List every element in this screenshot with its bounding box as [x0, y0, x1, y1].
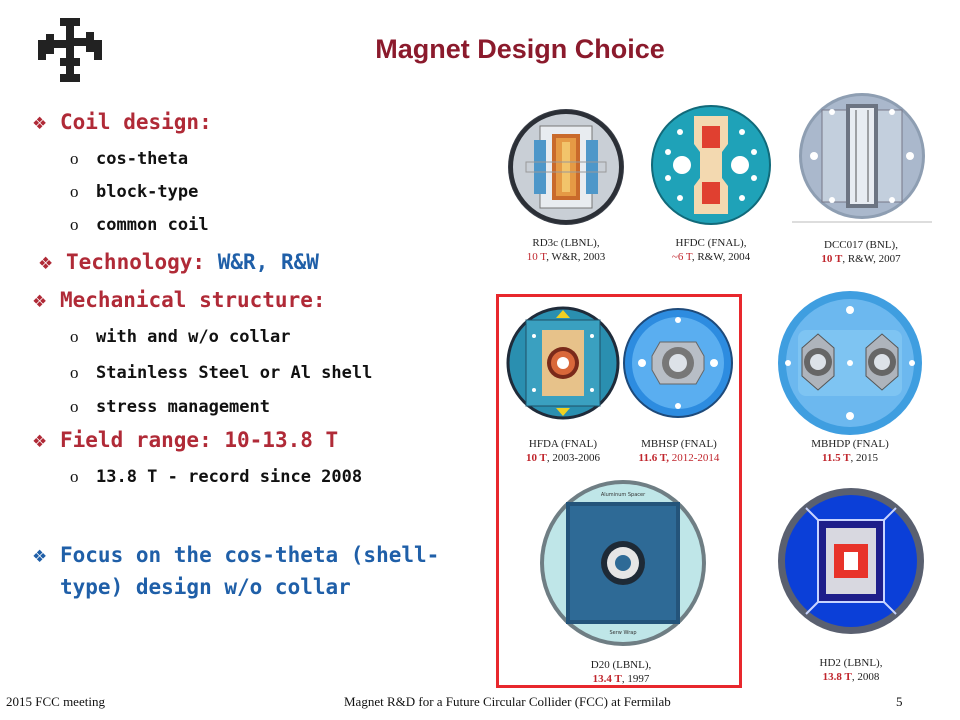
caption-rest: , 2008: [851, 671, 880, 683]
bullet-text: Focus on the cos-theta (shell-: [60, 543, 440, 567]
sub-bullet-text: 13.8 T - record since 2008: [96, 467, 363, 487]
sub-bullet: [70, 215, 209, 235]
circle-bullet-icon: o: [70, 397, 79, 416]
diamond-bullet-icon: ❖: [32, 432, 48, 452]
caption-field: 13.4 T: [592, 673, 622, 685]
diamond-bullet-icon: ❖: [38, 254, 54, 274]
diamond-bullet-icon: ❖: [32, 292, 48, 312]
sub-bullet-text: block-type: [96, 182, 199, 202]
sub-bullet-text: cos-theta: [96, 149, 189, 169]
bullet-text: Coil design:: [60, 110, 212, 134]
caption-details: [616, 451, 742, 465]
rd3c-caption: [496, 236, 636, 264]
footer-center: Magnet R&D for a Future Circular Collider (FCC) at Fermilab: [344, 694, 671, 709]
caption-rest: , R&W, 2004: [691, 251, 751, 263]
circle-bullet-icon: o: [70, 182, 79, 201]
slide-title: Magnet Design Choice: [375, 34, 665, 64]
circle-bullet-icon: o: [70, 149, 79, 168]
caption-name: HFDC (FNAL),: [675, 237, 747, 249]
circle-bullet-icon: o: [70, 327, 79, 346]
caption-rest: , 1997: [621, 673, 650, 685]
rd3c-magnet-image: [506, 104, 626, 230]
caption-details: [786, 670, 916, 684]
caption-details: [641, 250, 781, 264]
d20-bottom-label: Serw Wrap: [609, 630, 637, 636]
sub-bullet: [70, 467, 362, 487]
bullet-coil-design: [32, 110, 212, 134]
caption-field: 10 T: [821, 253, 843, 265]
sub-bullet: [70, 327, 290, 347]
sub-bullet-text: common coil: [96, 215, 209, 235]
caption-name: HD2 (LBNL),: [819, 657, 883, 669]
technology-value: W&R, R&W: [217, 250, 319, 274]
caption-details: [500, 451, 626, 465]
caption-name: HFDA (FNAL): [528, 438, 598, 450]
field-range-value: 10-13.8 T: [224, 428, 339, 452]
mbhdp-magnet-image: [774, 290, 926, 436]
hfdc-magnet-image: [650, 104, 772, 226]
footer-left: 2015 FCC meeting: [6, 694, 105, 709]
circle-bullet-icon: o: [70, 215, 79, 234]
caption-name: MBHDP (FNAL): [811, 438, 889, 450]
mbhsp-magnet-image: [622, 306, 734, 420]
bullet-technology: [38, 250, 319, 274]
caption-rest: , R&W, 2007: [842, 253, 901, 265]
caption-details: [780, 451, 920, 465]
dcc017-magnet-image: [792, 90, 932, 224]
page-number: 5: [896, 694, 903, 709]
bullet-text: Technology:: [66, 250, 206, 274]
caption-details: [556, 672, 686, 686]
caption-details: [496, 250, 636, 264]
bullet-mechanical: [32, 288, 326, 312]
hd2-caption: [786, 656, 916, 684]
d20-top-label: Aluminum Spacer: [600, 492, 646, 498]
bullet-field-range: [32, 428, 338, 452]
sub-bullet-text: stress management: [96, 397, 270, 417]
caption-rest: , W&R, 2003: [546, 251, 606, 263]
bullet-text: Mechanical structure:: [60, 288, 326, 312]
fermilab-logo: [34, 14, 106, 86]
dcc017-caption: [786, 238, 936, 266]
circle-bullet-icon: o: [70, 467, 79, 486]
hd2-magnet-image: [776, 486, 926, 636]
sub-bullet: [70, 363, 372, 383]
sub-bullet: [70, 149, 188, 169]
sub-bullet-text: Stainless Steel or Al shell: [96, 363, 373, 383]
caption-field: 10 T: [526, 251, 547, 263]
sub-bullet: [70, 397, 270, 417]
d20-magnet-image: [538, 478, 708, 648]
circle-bullet-icon: o: [70, 363, 79, 382]
hfda-caption: [500, 437, 626, 465]
mbhsp-caption: [616, 437, 742, 465]
caption-rest: , 2015: [850, 452, 879, 464]
bullet-text: type) design w/o collar: [60, 575, 351, 599]
caption-field: 10 T: [525, 452, 547, 464]
caption-name: DCC017 (BNL),: [824, 239, 898, 251]
sub-bullet: [70, 182, 198, 202]
hfda-magnet-image: [506, 306, 620, 420]
caption-details: [786, 252, 936, 266]
caption-name: D20 (LBNL),: [590, 659, 652, 671]
caption-name: MBHSP (FNAL): [641, 438, 717, 450]
hfdc-caption: [641, 236, 781, 264]
caption-field: 11.5 T: [821, 452, 851, 464]
caption-field: 13.8 T: [822, 671, 852, 683]
bullet-text: Field range:: [60, 428, 212, 452]
mbhdp-caption: [780, 437, 920, 465]
caption-name: RD3c (LBNL),: [532, 237, 600, 249]
diamond-bullet-icon: ❖: [32, 114, 48, 134]
diamond-bullet-icon: ❖: [32, 547, 48, 567]
caption-field: ~6 T: [671, 251, 692, 263]
caption-rest: , 2003-2006: [546, 452, 601, 464]
caption-rest: 2012-2014: [671, 452, 720, 464]
bullet-focus-continued: [60, 575, 351, 599]
sub-bullet-text: with and w/o collar: [96, 327, 291, 347]
caption-field: 11.6 T,: [638, 452, 672, 464]
d20-caption: [556, 658, 686, 686]
bullet-focus: [32, 543, 439, 567]
